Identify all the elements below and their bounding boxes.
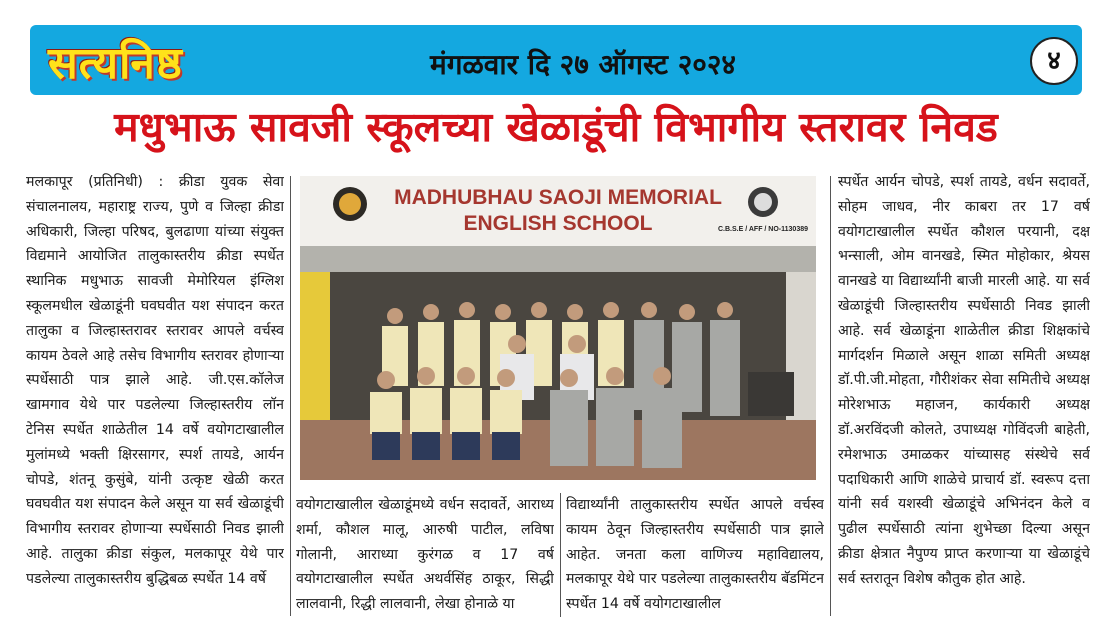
school-sign-line-1: MADHUBHAU SAOJI MEMORIAL — [394, 186, 722, 209]
column-divider — [290, 176, 291, 616]
school-sign-line-2: ENGLISH SCHOOL — [463, 212, 653, 235]
column-divider — [830, 176, 831, 616]
masthead-band — [30, 25, 1082, 95]
chair — [748, 372, 794, 416]
column-divider — [560, 493, 561, 617]
article-column-4: स्पर्धेत आर्यन चोपडे, स्पर्श तायडे, वर्धन सदावर्ते, सोहम जाधव, नीर काबरा तर 17 वर्ष वयोगटाखालील स्पर्धेत कौशल परयानी, दक्ष भन्साली, ओम वानखडे, स्मित मोहोकार, श्रेयस वानखडे या विद्यार्थ्यांनी बाजी मारली आहे. या सर्व खेळाडूंची जिल्हास्तरीय स्पर्धेसाठी निवड झाली आहे. सर्व खेळाडूंना शाळेतील क्रीडा शिक्षकांचे मार्गदर्शन मिळाले असून शाळा समिती अध्यक्ष डॉ.पी.जी.मोहता, गौरीशंकर सेवा समितीचे अध्यक्ष मोरेशभाऊ महाजन, कार्यकारी अध्यक्ष डॉ.अरविंदजी कोलते, उपाध्यक्ष गोविंदजी बाहेती, रमेशभाऊ उमाळकर यांच्यासह संस्थेचे सर्व पदाधिकारी आणि शाळेचे प्राचार्य डॉ. स्वरूप दत्ता यांनी सर्व यशस्वी खेळाडूंचे अभिनंदन केले व पुढील स्पर्धेसाठी त्यांना शुभेच्छा दिल्या असून क्रीडा क्षेत्रात नैपुण्य प्राप्त करणाऱ्या या खेळाडूंचे सर्व स्तरातून विशेष कौतुक होत आहे. — [838, 174, 1090, 587]
article-column-3: विद्यार्थ्यांनी तालुकास्तरीय स्पर्धेत आपले वर्चस्व कायम ठेवून जिल्हास्तरीय स्पर्धेसाठी पात्र झाले आहेत. जनता कला वाणिज्य महाविद्यालय, मलकापूर येथे पार पडलेल्या तालुकास्तरीय बॅडमिंटन स्पर्धेत 14 वर्षे वयोगटाखालील — [566, 497, 824, 613]
school-group-photo — [300, 176, 816, 480]
page-number: ४ — [1030, 37, 1078, 85]
newspaper-logo: सत्यनिष्ठ — [48, 38, 183, 89]
article-column-1: मलकापूर (प्रतिनिधी) : क्रीडा युवक सेवा संचालनालय, महाराष्ट्र राज्य, पुणे व जिल्हा क्रीडा अधिकारी, जिल्हा परिषद, बुलढाणा यांच्या संयुक्त विद्यमाने आयोजित तालुकास्तरीय क्रीडा स्पर्धेत स्थानिक मधुभाऊ सावजी मेमोरियल इंग्लिश स्कूलमधील खेळाडूंनी घवघवीत यश संपादन करत तालुका व जिल्हास्तरावर स्तरावर आपले वर्चस्व कायम ठेवले आहे तसेच विभागीय स्तरावर होणाऱ्या स्पर्धेसाठी पात्र झाले आहे. जी.एस.कॉलेज खामगाव येथे पार पडलेल्या जिल्हास्तरीय लॉन टेनिस स्पर्धेत शाळेतील 14 वर्षे वयोगटाखालील मुलांमध्ये भक्ती क्षिरसागर, स्पर्श तायडे, आर्यन चोपडे, शंतनू कुसुंबे, यांनी उत्कृष्ट खेळी करत घवघवीत यश संपादन केले असून या सर्व खेळाडूंची विभागीय स्तरावर होणाऱ्या स्पर्धेसाठी निवड झाली आहे. तालुका क्रीडा संकुल, मलकापूर येथे पार पडलेल्या तालुकास्तरीय बुद्धिबळ स्पर्धेत 14 वर्षे — [26, 174, 284, 587]
cbse-affiliation: C.B.S.E / AFF / NO-1130389 — [718, 226, 808, 233]
article-column-2: वयोगटाखालील खेळाडूंमध्ये वर्धन सदावर्ते, आराध्य शर्मा, कौशल मालू, आरुषी पाटील, लविषा गोलानी, आराध्या कुरंगळ व 17 वर्ष वयोगटाखालील स्पर्धेत अथर्वसिंह ठाकूर, सिद्धी लालवानी, रिद्धी लालवानी, लेखा होनाळे या — [296, 497, 554, 613]
issue-date: मंगळवार दि २७ ऑगस्ट २०२४ — [430, 48, 736, 81]
article-headline: मधुभाऊ सावजी स्कूलच्या खेळाडूंची विभागीय स्तरावर निवड — [114, 103, 998, 151]
